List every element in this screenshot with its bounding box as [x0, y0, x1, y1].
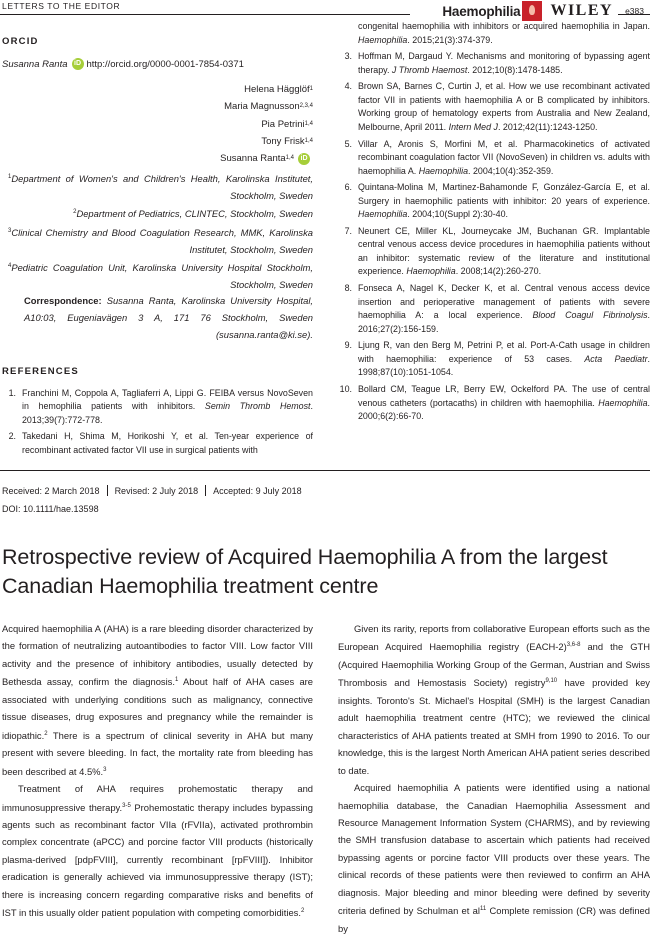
- section-divider: [0, 470, 650, 471]
- orcid-heading: ORCID: [2, 36, 39, 47]
- reference-item: 9. Ljung R, van den Berg M, Petrini P, et al. Port-A-Cath usage in children with haemophilia: experience of 53 cases. Acta Paediatr. 1998;87(10):1051-1054.: [344, 340, 650, 378]
- references-heading: REFERENCES: [2, 366, 79, 377]
- reference-item: 10. Bollard CM, Teague LR, Berry EW, Ockelford PA. The use of central venous catheters (portacaths) in children with haemophilia. Haemophilia. 2000;6(2):66-70.: [339, 384, 650, 421]
- author-row: Susanna Ranta 1,4 iD: [220, 150, 313, 167]
- revised-date: Revised: 2 July 2018: [114, 485, 199, 496]
- affiliation: $^3$Clinical Chemistry and Blood Coagulation Research, MMK, Karolinska Institutet, Stockholm, Sweden: [8, 226, 313, 255]
- reference-item: 6. Quintana-Molina M, Martinez-Bahamonde F, González-García E, et al. Surgery in haemophilic patients with inhibitor: 20 years of experience. Haemophilia. 2004;10(Suppl 2):30-40.: [344, 182, 650, 220]
- date-separator: [107, 485, 108, 496]
- journal-name: Haemophilia: [442, 3, 521, 19]
- reference-item: 2. Takedani H, Shima M, Horikoshi Y, et al. Ten-year experience of recombinant activated factor VII use in surgical patients with: [8, 431, 313, 455]
- reference-item: 1. Franchini M, Coppola A, Tagliaferri A, Lippi G. FEIBA versus NovoSeven in hemophilia patients with inhibitors. Semin Thromb Hemost. 2013;39(7):772-778.: [8, 388, 313, 425]
- paragraph: Acquired haemophilia A patients were identified using a national haemophilia database, the Canadian Haemophilia Assessment and Resource Management Information System (CHARMS), and by reviewing the SMH transfusion database to ascertain which patients had received bypassing agents or porcine factor VIII products over these years. The clinical records of these patients were then reviewed to confirm an AHA diagnosis. Major bleeding and minor bleeding were defined by severity criteria defined by Schulman et $al^{11}$ Complete remission (CR) was defined by: [338, 782, 650, 934]
- header-rule: [0, 14, 410, 15]
- orcid-icon[interactable]: iD: [298, 153, 310, 165]
- correspondence: [24, 292, 313, 344]
- author-list: [220, 81, 313, 167]
- journal-logo-icon: [522, 1, 542, 21]
- author-row: Helena Hägglöf 1: [244, 84, 313, 95]
- publisher-name: WILEY: [550, 2, 614, 19]
- article-title: Retrospective review of Acquired Haemophilia A from the largest Canadian Haemophilia treatment centre: [2, 545, 608, 598]
- page-number: e383: [625, 6, 644, 16]
- reference-item: 3. Hoffman M, Dargaud Y. Mechanisms and monitoring of bypassing agent therapy. J Thromb Haemost. 2012;10(8):1478-1485.: [344, 51, 650, 75]
- paragraph: Given its rarity, reports from collaborative European efforts such as the European Acquired Haemophilia registry (EACH-2)$^{3,6-8}$ and the GTH (Acquired Haemophilia Working Group of the German, Austrian and Swiss Thrombosis and Hemostasis Society) registry$^{9,10}$ have provided key insights. Toronto's St. Michael's Hospital (SMH) is the largest Canadian adult haemophilia treatment centre (HTC); we reviewed the clinical characteristics of AHA patients treated at SMH from 1990 to 2016. To our knowledge, this is the largest North American AHA patient series described to date.: [338, 623, 650, 776]
- journal-logo: [442, 1, 613, 21]
- references-left-column: [2, 387, 313, 460]
- reference-item: 4. Brown SA, Barnes C, Curtin J, et al. How we use recombinant activated factor VII in patients with haemophilia A or B complicated by inhibitors. Working group of hematology experts from Australia and New Zealand, Melbourne, April 2011. Intern Med J. 2012;42(11):1243-1250.: [344, 81, 650, 132]
- affiliation: $^2$Department of Pediatrics, CLINTEC, Stockholm, Sweden: [73, 208, 313, 220]
- article-dates: [2, 485, 302, 496]
- author-row: Maria Magnusson 2,3,4: [224, 101, 313, 113]
- correspondence-label: Correspondence:: [24, 295, 102, 306]
- reference-item: 5. Villar A, Aronis S, Morfini M, et al. Pharmacokinetics of activated recombinant coagulation factor VII (NovoSeven) in children vs. adults with haemophilia A. Haemophilia. 2004;10(4):352-359.: [344, 138, 650, 176]
- body-right-column: [338, 620, 650, 937]
- affiliation: $^1$Department of Women's and Children's Health, Karolinska Institutet, Stockholm, Sweden: [8, 173, 313, 202]
- correspondence-text: Susanna Ranta, Karolinska University Hospital, A10:03, Eugeniavägen 3 A, 171 76 Stockholm, Sweden (susanna.ranta@ki.se).: [24, 295, 314, 341]
- orcid-name: Susanna Ranta: [2, 58, 68, 70]
- paragraph: Treatment of AHA requires prohemostatic therapy and immunosuppressive therapy.$^{3-5}$ Prohemostatic therapy includes bypassing agents such as recombinant factor VIIa (rFVIIa), activated prothrombin complex concentrate (aPCC) and porcine factor VIII products (historically plasma-derived [pdpFVIII], currently recombinant [rpFVIII]). Inhibitor eradication is generally achieved via immunosuppressive therapy (IST); there is increasing concern regarding comparative risks and benefits of IST in this usually older patient population with competing comorbidities.$^2$: [2, 783, 313, 919]
- body-left-column: [2, 620, 313, 922]
- journal-header: [442, 0, 644, 22]
- reference-item: 7. Neunert CE, Miller KL, Journeycake JM, Buchanan GR. Implantable central venous access device procedures in haemophilia patients without an inhibitor: systematic review of the literature and institutional experience. Haemophilia. 2008;14(2):260-270.: [344, 225, 650, 277]
- date-separator: [205, 485, 206, 496]
- author-row: Tony Frisk 1,4: [261, 135, 313, 147]
- orcid-icon: iD: [72, 58, 84, 70]
- orcid-line: [2, 58, 244, 70]
- affiliations: [8, 169, 313, 293]
- doi[interactable]: DOI: 10.1111/hae.13598: [2, 504, 99, 514]
- paragraph: Acquired haemophilia A (AHA) is a rare bleeding disorder characterized by the formation of neutralizing autoantibodies to factor VIII. Low factor VIII activity and the presence of inhibitory antibodies, usually detected by Bethesda assay, confirm the diagnosis.$^1$ About half of AHA cases are associated with underlying conditions such as malignancy, connective tissue diseases, drug exposures and pregnancy while the remainder is idiopathic.$^2$ There is a spectrum of clinical severity in AHA but many present with severe bleeding. In fact, the mortality rate from bleeding has been described at 4.5%.$^3$: [2, 623, 313, 777]
- reference-continuation: congenital haemophilia with inhibitors or acquired haemophilia in Japan. Haemophilia. 2015;21(3):374-379.: [358, 21, 650, 45]
- section-label: LETTERS TO THE EDITOR: [2, 1, 121, 11]
- author-row: Pia Petrini 1,4: [261, 118, 313, 130]
- reference-item: 8. Fonseca A, Nagel K, Decker K, et al. Central venous access device insertion and perioperative management of patients with severe haemophilia A: a local experience. Blood Coagul Fibrinolysis. 2016;27(2):156-159.: [344, 283, 650, 334]
- orcid-link[interactable]: http://orcid.org/0000-0001-7854-0371: [86, 58, 244, 70]
- affiliation: $^4$Pediatric Coagulation Unit, Karolinska University Hospital Stockholm, Stockholm, Sweden: [8, 262, 313, 291]
- accepted-date: Accepted: 9 July 2018: [213, 485, 302, 496]
- references-right-column: [338, 20, 650, 427]
- received-date: Received: 2 March 2018: [2, 485, 100, 496]
